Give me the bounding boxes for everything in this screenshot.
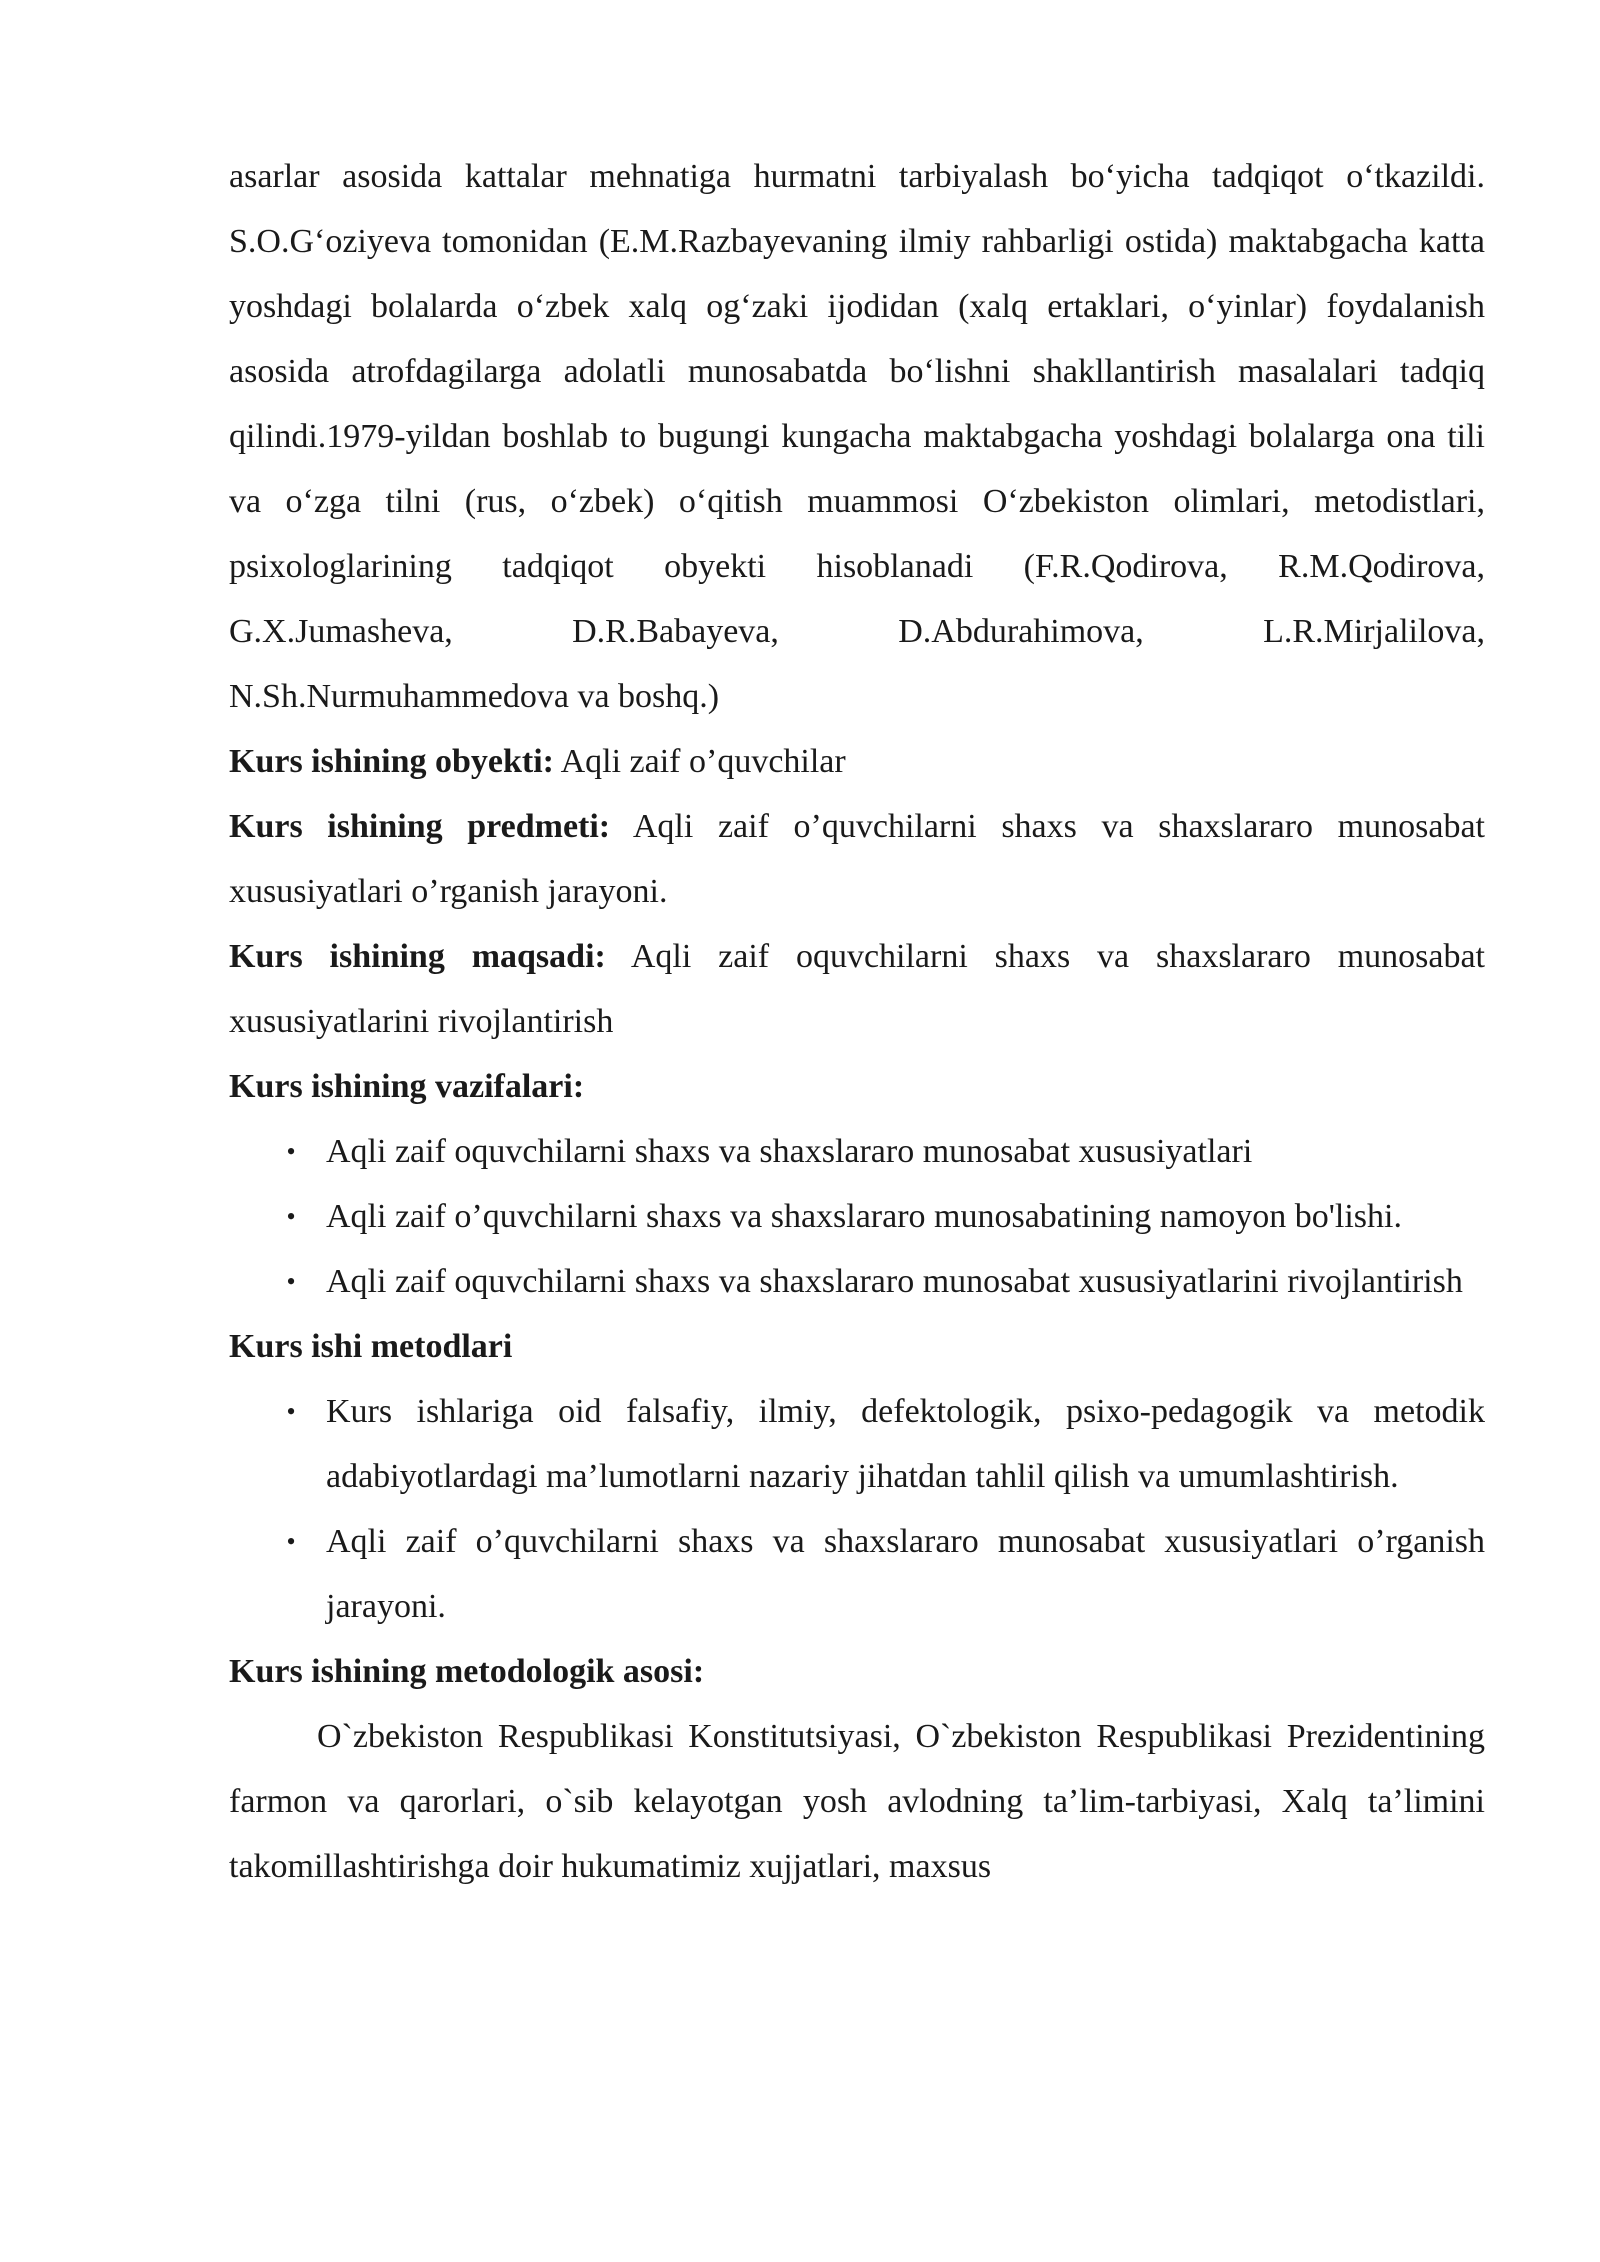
subject-text: Aqli zaif o’quvchilarni shaxs va shaxslararo munosabat xususiyatlari o’rganish jarayoni.	[229, 808, 1485, 910]
page-content	[229, 144, 1485, 1899]
subject-label: Kurs ishining predmeti:	[229, 808, 611, 845]
methods-list	[229, 1379, 1485, 1639]
object-text: Aqli zaif o’quvchilar	[553, 743, 846, 780]
goal-label: Kurs ishining maqsadi:	[229, 938, 606, 975]
task-text: Aqli zaif o’quvchilarni shaxs va shaxslararo munosabatining namoyon bo'lishi.	[326, 1198, 1402, 1235]
bullet-icon: •	[286, 1527, 296, 1556]
subject-line	[229, 794, 1485, 924]
tasks-list	[229, 1119, 1485, 1314]
bullet-icon: •	[286, 1202, 296, 1231]
bullet-icon: •	[286, 1397, 296, 1426]
list-item	[229, 1119, 1485, 1184]
object-line	[229, 729, 1485, 794]
method-text: Aqli zaif o’quvchilarni shaxs va shaxslararo munosabat xususiyatlari o’rganish jarayoni.	[326, 1523, 1485, 1625]
list-item	[229, 1249, 1485, 1314]
list-item	[229, 1379, 1485, 1509]
task-text: Aqli zaif oquvchilarni shaxs va shaxslararo munosabat xususiyatlari	[326, 1133, 1253, 1170]
methodology-paragraph: O`zbekiston Respublikasi Konstitutsiyasi, O`zbekiston Respublikasi Prezidentining farmon va qarorlari, o`sib kelayotgan yosh avlodning ta’lim-tarbiyasi, Xalq ta’limini takomillashtirishga doir hukumatimiz xujjatlari, maxsus	[229, 1718, 1485, 1885]
methods-heading: Kurs ishi metodlari	[229, 1328, 513, 1365]
tasks-heading: Kurs ishining vazifalari:	[229, 1068, 585, 1105]
task-text: Aqli zaif oquvchilarni shaxs va shaxslararo munosabat xususiyatlarini rivojlantirish	[326, 1263, 1463, 1300]
method-text: Kurs ishlariga oid falsafiy, ilmiy, defektologik, psixo-pedagogik va metodik adabiyotlardagi ma’lumotlarni nazariy jihatdan tahlil qilish va umumlashtirish.	[326, 1393, 1485, 1495]
goal-text: Aqli zaif oquvchilarni shaxs va shaxslararo munosabat xususiyatlarini rivojlantirish	[229, 938, 1485, 1040]
bullet-icon: •	[286, 1137, 296, 1166]
object-label: Kurs ishining obyekti:	[229, 743, 554, 780]
list-item	[229, 1184, 1485, 1249]
list-item	[229, 1509, 1485, 1639]
bullet-icon: •	[286, 1267, 296, 1296]
goal-line	[229, 924, 1485, 1054]
methodology-heading: Kurs ishining metodologik asosi:	[229, 1653, 705, 1690]
intro-paragraph: asarlar asosida kattalar mehnatiga hurmatni tarbiyalash bo‘yicha tadqiqot o‘tkazildi. S.O.G‘oziyeva tomonidan (E.M.Razbayevaning ilmiy rahbarligi ostida) maktabgacha katta yoshdagi bolalarda o‘zbek xalq og‘zaki ijodidan (xalq ertaklari, o‘yinlar) foydalanish asosida atrofdagilarga adolatli munosabatda bo‘lishni shakllantirish masalalari tadqiq qilindi.1979-yildan boshlab to bugungi kungacha maktabgacha yoshdagi bolalarga ona tili va o‘zga tilni (rus, o‘zbek) o‘qitish muammosi O‘zbekiston olimlari, metodistlari, psixologlarining tadqiqot obyekti hisoblanadi (F.R.Qodirova, R.M.Qodirova, G.X.Jumasheva, D.R.Babayeva, D.Abdurahimova, L.R.Mirjalilova, N.Sh.Nurmuhammedova va boshq.)	[229, 158, 1485, 715]
